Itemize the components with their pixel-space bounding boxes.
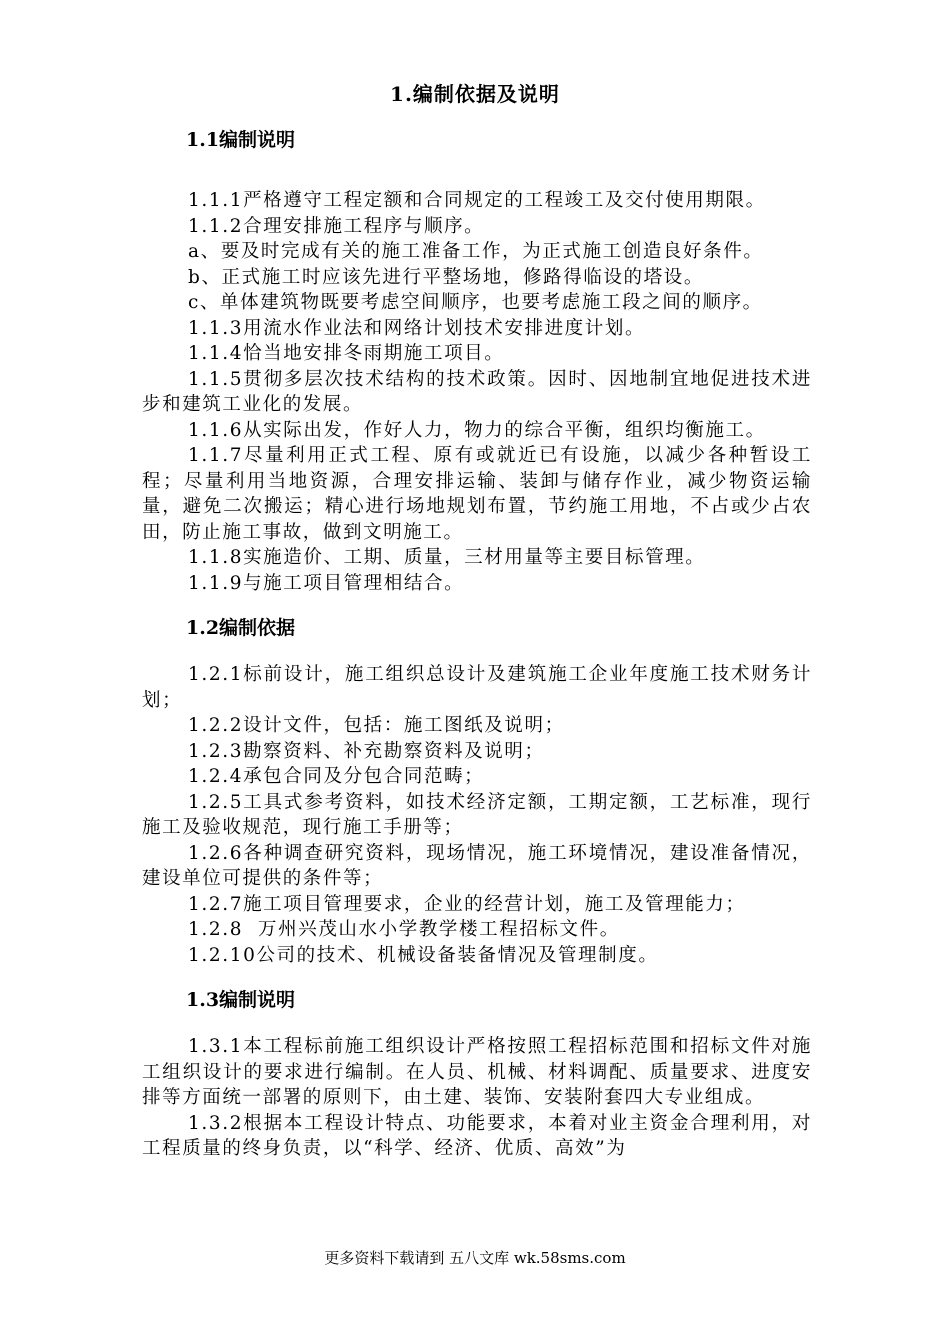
section-1-2 (142, 608, 812, 968)
paragraph: 1.2.4承包合同及分包合同范畴； (188, 766, 485, 787)
paragraph: 1.1.9与施工项目管理相结合。 (188, 572, 465, 594)
paragraph: 1.2.5工具式参考资料，如技术经济定额，工期定额，工艺标准，现行施工及验收规范，现行施工手册等； (142, 791, 812, 838)
paragraph: 1.3.1本工程标前施工组织设计严格按照工程招标范围和招标文件对施工组织设计的要求进行编制。在人员、机械、材料调配、质量要求、进度安排等方面统一部署的原则下，由土建、装饰、安装附套四大专业组成。 (142, 1036, 812, 1108)
document-body (142, 120, 812, 1162)
paragraph: 1.1.6从实际出发，作好人力，物力的综合平衡，组织均衡施工。 (188, 419, 766, 441)
paragraph: 1.1.2合理安排施工程序与顺序。 (188, 215, 485, 237)
section-1-1 (142, 120, 812, 596)
paragraph: 1.1.4恰当地安排冬雨期施工项目。 (188, 343, 505, 364)
paragraph: 1.3.2根据本工程设计特点、功能要求，本着对业主资金合理利用，对工程质量的终身负责，以“科学、经济、优质、高效”为 (142, 1112, 812, 1159)
paragraph: b、正式施工时应该先进行平整场地，修路得临设的塔设。 (188, 266, 704, 288)
section-heading: 1.2编制依据 (186, 617, 296, 639)
paragraph: 1.2.3勘察资料、补充勘察资料及说明； (188, 740, 545, 762)
paragraph: 1.2.10公司的技术、机械设备装备情况及管理制度。 (188, 944, 659, 966)
paragraph: 1.1.1严格遵守工程定额和合同规定的工程竣工及交付使用期限。 (188, 190, 766, 211)
section-heading: 1.1编制说明 (186, 129, 296, 151)
footer-text: 更多资料下载请到 五八文库 wk.58sms.com (324, 1249, 626, 1267)
paragraph: 1.2.6各种调查研究资料，现场情况，施工环境情况，建设准备情况，建设单位可提供的条件等； (142, 842, 812, 889)
paragraph: 1.2.1标前设计，施工组织总设计及建筑施工企业年度施工技术财务计划； (142, 664, 812, 711)
paragraph: 1.1.7尽量利用正式工程、原有或就近已有设施，以减少各种暂设工程；尽量利用当地资源，合理安排运输、装卸与储存作业，减少物资运输量，避免二次搬运；精心进行场地规划布置，节约施工用地，不占或少占农田，防止施工事故，做到文明施工。 (142, 445, 812, 543)
paragraph: c、单体建筑物既要考虑空间顺序，也要考虑施工段之间的顺序。 (188, 292, 763, 313)
document-title: 1.编制依据及说明 (390, 82, 560, 106)
paragraph: 1.1.5贯彻多层次技术结构的技术政策。因时、因地制宜地促进技术进步和建筑工业化的发展。 (142, 368, 812, 415)
section-heading: 1.3编制说明 (186, 989, 296, 1011)
paragraph: 1.1.3用流水作业法和网络计划技术安排进度计划。 (188, 317, 646, 339)
paragraph: a、要及时完成有关的施工准备工作，为正式施工创造良好条件。 (188, 241, 764, 262)
section-1-3 (142, 980, 812, 1162)
paragraph: 1.2.7施工项目管理要求，企业的经营计划，施工及管理能力； (188, 893, 746, 915)
paragraph: 1.2.2设计文件，包括：施工图纸及说明； (188, 715, 565, 736)
paragraph: 1.1.8实施造价、工期、质量，三材用量等主要目标管理。 (188, 547, 706, 568)
paragraph: 1.2.8 万州兴茂山水小学教学楼工程招标文件。 (188, 919, 620, 940)
